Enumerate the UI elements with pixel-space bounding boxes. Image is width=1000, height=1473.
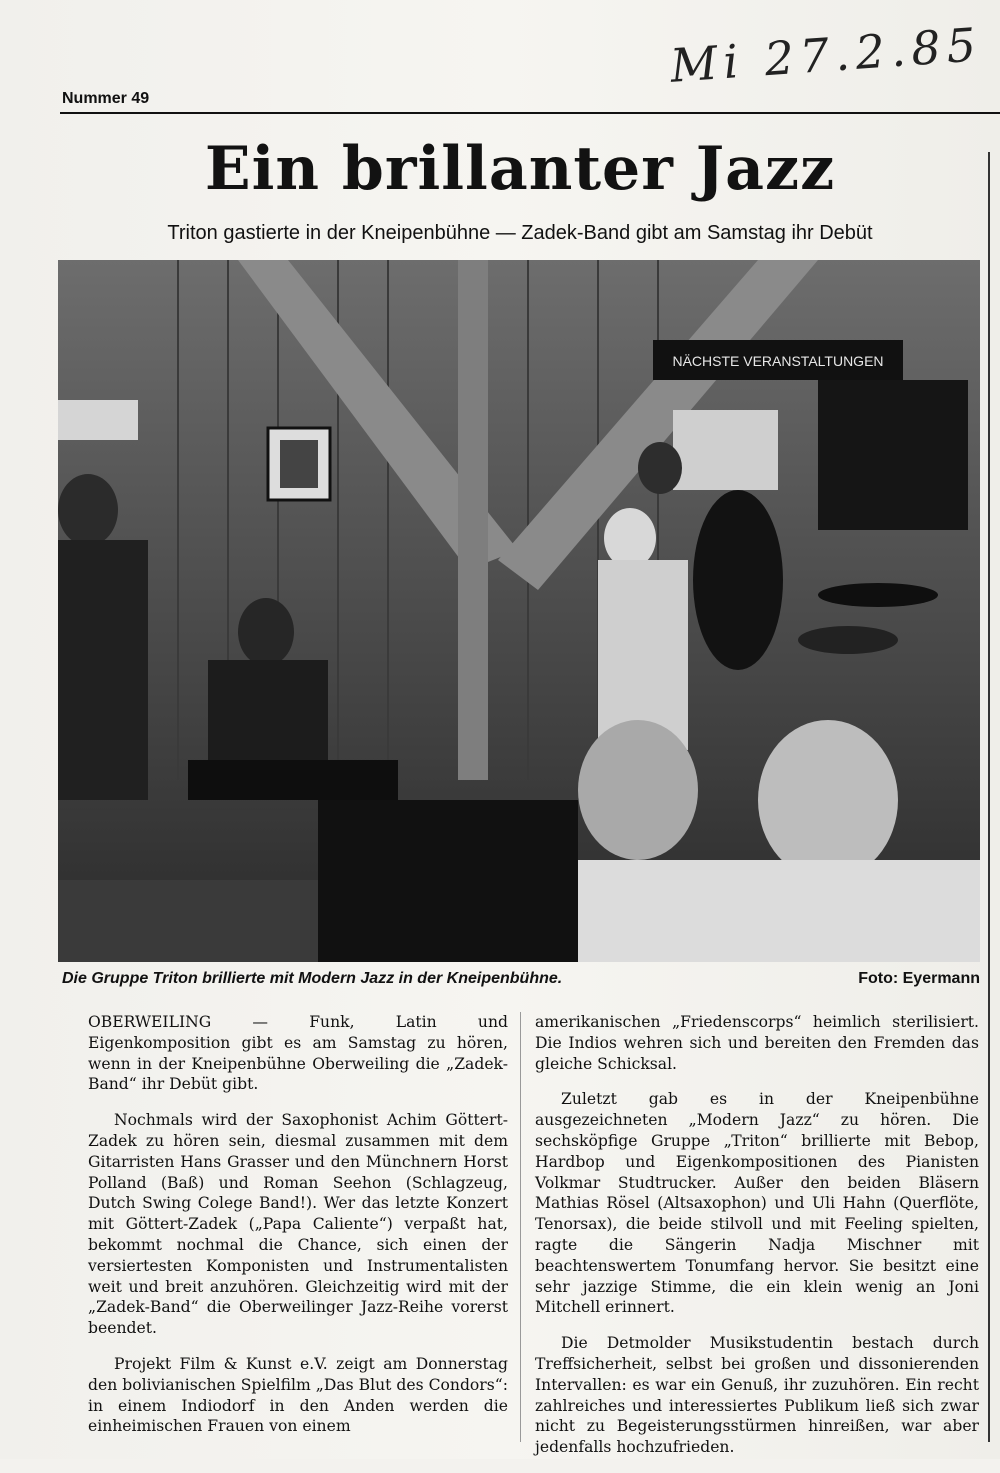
issue-number: Nummer 49 — [62, 90, 150, 107]
column-divider — [520, 1012, 521, 1442]
top-rule — [60, 112, 1000, 114]
caption-text: Die Gruppe Triton brillierte mit Modern Jazz in der Kneipenbühne. — [62, 970, 563, 987]
photo-caption — [62, 970, 982, 988]
article-column-right — [535, 1012, 979, 1473]
photo-credit: Foto: Eyermann — [858, 970, 980, 987]
article-paragraph: OBERWEILING — Funk, Latin und Eigenkomposition gibt es am Samstag zu hören, wenn in der Kneipenbühne Oberweiling die „Zadek-Band“ ihr Debüt gibt. — [88, 1013, 508, 1094]
concert-photo — [58, 260, 980, 962]
article-paragraph: Zuletzt gab es in der Kneipenbühne ausgezeichneten „Modern Jazz“ zu hören. Die sechsköpfige Gruppe „Triton“ brillierte mit Bebop, Hardbop und Eigenkompositionen des Pianisten Volkmar Studtrucker. Außer den beiden Bläsern Mathias Rösel (Altsaxophon) und Uli Hahn (Querflöte, Tenorsax), die beide stilvoll und mit Feeling spielten, ragte die Sängerin Nadja Mischner mit beachtenswertem Tonumfang hervor. Sie besitzt eine sehr jazzige Stimme, die ein klein wenig an Joni Mitchell erinnert. — [535, 1090, 979, 1317]
article-column-left — [88, 1012, 508, 1452]
handwritten-date-note: Mi 27.2.85 — [668, 17, 984, 93]
photo-sign-text: NÄCHSTE VERANSTALTUNGEN — [672, 353, 884, 369]
headline: Ein brillanter Jazz — [204, 134, 836, 204]
concert-photo-illustration — [58, 260, 980, 962]
article-paragraph: amerikanischen „Friedenscorps“ heimlich sterilisiert. Die Indios wehren sich und bereiten den Fremden das gleiche Schicksal. — [535, 1013, 979, 1073]
article-paragraph: Nochmals wird der Saxophonist Achim Göttert-Zadek zu hören sein, diesmal zusammen mit dem Gitarristen Hans Grasser und den Münchnern Horst Polland (Baß) und Roman Seehon (Schlagzeug, Dutch Swing Colege Band!). Wer das letzte Konzert mit Göttert-Zadek („Papa Caliente“) verpaßt hat, bekommt nochmal die Chance, sich einen der versiertesten Komponisten und Instrumentalisten weit und breit anzuhören. Gleichzeitig wird mit der „Zadek-Band“ die Oberweilinger Jazz-Reihe vorerst beendet. — [88, 1111, 508, 1338]
article-paragraph: Projekt Film & Kunst e.V. zeigt am Donnerstag den bolivianischen Spielfilm „Das Blut des Condors“: in einem Indiodorf in den Anden werden die einheimischen Frauen von einem — [88, 1354, 508, 1436]
article-paragraph: Die Detmolder Musikstudentin bestach durch Treffsicherheit, selbst bei großen und dissonierenden Intervallen: es war ein Genuß, ihr zuzuhören. Ein recht zahlreiches und interessiertes Publikum ließ sich zwar nicht zu Begeisterungsstürmen hinreißen, war aber jedenfalls hochzufrieden. — [535, 1334, 979, 1457]
right-column-rule — [988, 152, 990, 1442]
subheadline: Triton gastierte in der Kneipenbühne — Zadek-Band gibt am Samstag ihr Debüt — [167, 222, 873, 244]
